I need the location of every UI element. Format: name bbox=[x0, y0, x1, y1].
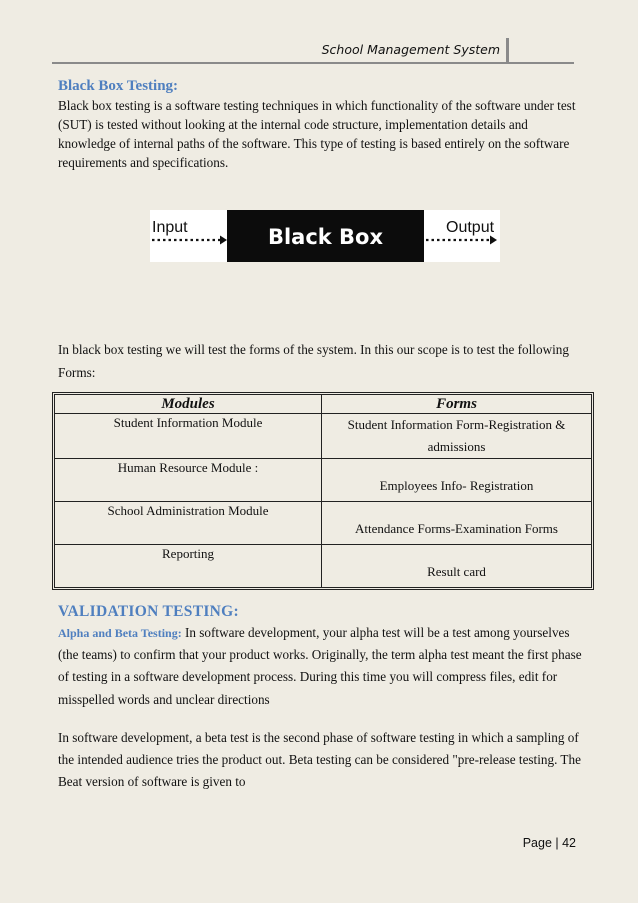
diagram-output-label: Output bbox=[446, 219, 495, 236]
form-cell: Employees Info- Registration bbox=[322, 459, 591, 502]
table-row bbox=[55, 545, 591, 587]
form-cell bbox=[322, 414, 591, 459]
form-cell-text: Student Information Form-Registration & admissions bbox=[347, 417, 566, 454]
header-divider bbox=[506, 38, 509, 62]
beta-testing-paragraph: In software development, a beta test is the second phase of software testing in which a sampling of the intended audience tries the product out. Beta testing can be considered "pre-release testing. The Beat version of software is given to bbox=[58, 730, 581, 790]
table-row bbox=[55, 459, 591, 502]
table-row bbox=[55, 414, 591, 459]
black-box-description: Black box testing is a software testing techniques in which functionality of the software under test (SUT) is tested without looking at the internal code structure, implementation details and knowledge of internal paths of the software. This type of testing is based entirely on the software requirements and specifications. bbox=[58, 98, 576, 170]
diagram-box-label: Black Box bbox=[267, 225, 384, 249]
table-row bbox=[55, 502, 591, 545]
alpha-testing-text: In software development, your alpha test will be a test among yourselves (the teams) to confirm that your product works. Originally, the term alpha test meant the first phase of testing in a software development process. During this time you will compress files, edit for misspelled words and unclear directions bbox=[58, 625, 582, 707]
section-title-validation: VALIDATION TESTING: bbox=[58, 603, 239, 620]
header-forms: Forms bbox=[322, 395, 591, 414]
running-header-title: School Management System bbox=[321, 42, 500, 57]
page-number: Page | 42 bbox=[522, 836, 576, 850]
alpha-testing-paragraph bbox=[58, 622, 583, 711]
alpha-beta-heading: Alpha and Beta Testing: bbox=[58, 626, 182, 640]
diagram-input-label: Input bbox=[152, 219, 188, 236]
form-cell: Attendance Forms-Examination Forms bbox=[322, 502, 591, 545]
module-cell: School Administration Module bbox=[55, 502, 322, 545]
section-title-black-box: Black Box Testing: bbox=[58, 78, 179, 94]
black-box-diagram bbox=[150, 210, 500, 262]
form-cell: Result card bbox=[322, 545, 591, 587]
table-header-row bbox=[55, 395, 591, 414]
module-cell: Reporting bbox=[55, 545, 322, 587]
header-rule bbox=[52, 62, 574, 64]
module-cell: Human Resource Module : bbox=[55, 459, 322, 502]
scope-paragraph: In black box testing we will test the forms of the system. In this our scope is to test the following Forms: bbox=[58, 342, 569, 380]
module-cell: Student Information Module bbox=[55, 414, 322, 459]
output-arrow-icon bbox=[490, 236, 497, 245]
header-modules: Modules bbox=[55, 395, 322, 414]
forms-table bbox=[54, 394, 592, 588]
input-arrow-icon bbox=[220, 236, 227, 245]
